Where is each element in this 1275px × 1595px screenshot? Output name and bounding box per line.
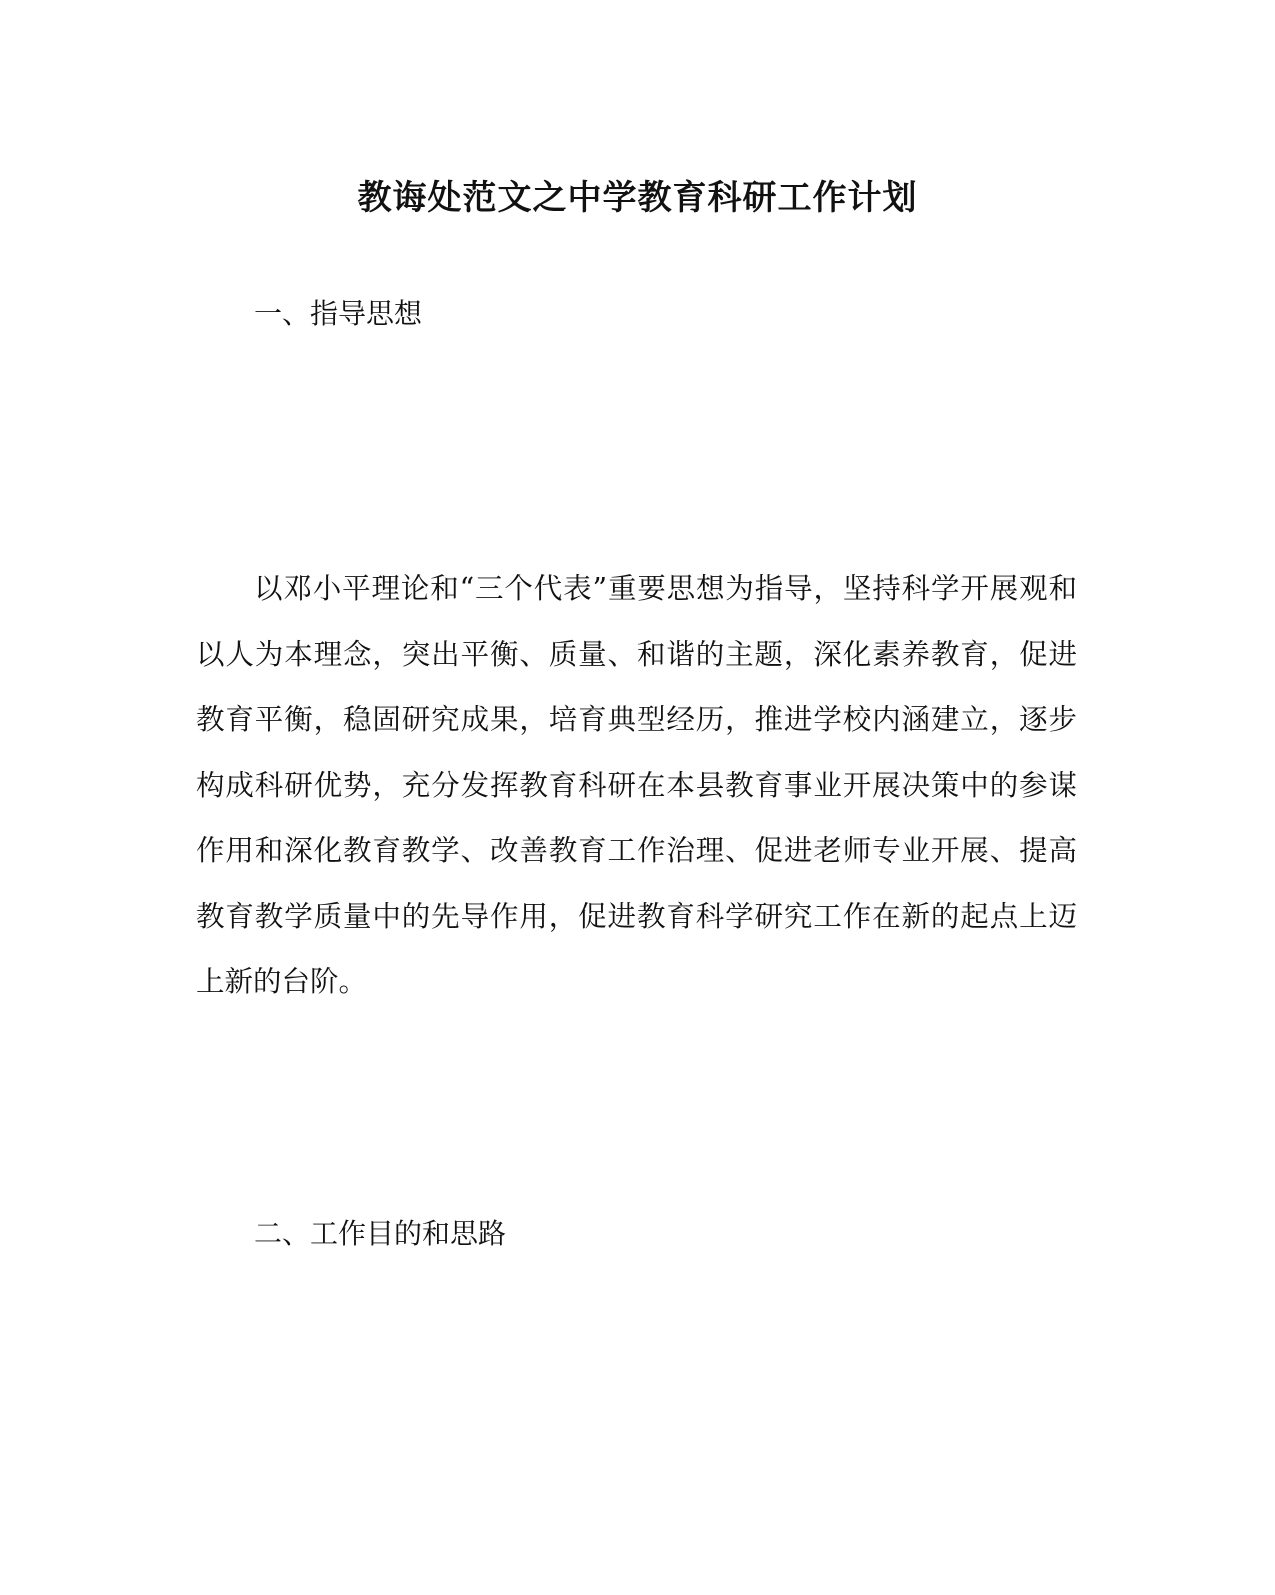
section-heading-guiding-ideology: 一、指导思想 [254,297,423,330]
document-title: 教诲处范文之中学教育科研工作计划 [357,178,918,218]
section-paragraph-guiding-ideology: 以邓小平理论和“三个代表”重要思想为指导，坚持科学开展观和以人为本理念，突出平衡、质量、和谐的主题，深化素养教育，促进教育平衡，稳固研究成果，培育典型经历，推进学校内涵建立，逐步构成科研优势，充分发挥教育科研在本县教育事业开展决策中的参谋作用和深化教育教学、改善教育工作治理、促进老师专业开展、提高教育教学质量中的先导作用，促进教育科学研究工作在新的起点上迈上新的台阶。 [196,572,1077,998]
section-heading-work-goals: 二、工作目的和思路 [254,1217,507,1250]
